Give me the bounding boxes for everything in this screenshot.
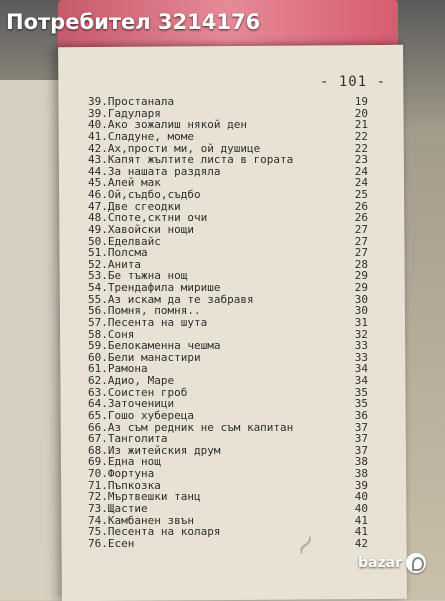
toc-row (88, 375, 378, 387)
toc-row (88, 410, 378, 422)
toc-title: 58.Соня (88, 327, 135, 341)
toc-page-number: 22 (354, 141, 368, 155)
toc-title: 65.Гошо хубереца (88, 408, 194, 422)
toc-title: 45.Алей мак (88, 176, 161, 190)
toc-title: 40.Ако зожалиш някой ден (88, 118, 247, 132)
toc-page-number: 24 (354, 164, 368, 178)
toc-page-number: 29 (354, 281, 368, 294)
toc-title: 42.Ах,прости ми, ой душице (88, 141, 261, 155)
toc-page-number: 31 (354, 315, 368, 329)
toc-page-number: 28 (354, 257, 368, 271)
pencil-mark: ~ (283, 524, 328, 566)
toc-title: 64.Заточеници (88, 397, 175, 411)
watermark: Потребител 3214176 (6, 10, 261, 34)
toc-page-number: 41 (354, 513, 368, 527)
toc-title: 60.Бели манастири (88, 350, 201, 364)
toc-page-number: 37 (354, 420, 368, 434)
toc-row (88, 433, 378, 445)
toc-page-number: 24 (354, 176, 368, 190)
toc-page-number: 38 (354, 455, 368, 469)
page-number: - 101 - (320, 74, 387, 90)
toc-page-number: 36 (354, 408, 368, 422)
toc-page-number: 22 (354, 129, 368, 143)
toc-row (88, 340, 378, 352)
toc-page-number: 37 (354, 432, 368, 446)
toc-title: 74.Камбанен звън (88, 513, 194, 527)
toc-page-number: 23 (354, 153, 368, 167)
toc-page-number: 41 (354, 525, 368, 539)
toc-page-number: 30 (354, 304, 368, 318)
toc-page-number: 26 (354, 211, 368, 225)
toc-title: 73.Щастие (88, 501, 148, 515)
logo-mark-icon (406, 553, 426, 573)
toc-title: 54.Трендафила мирише (88, 281, 221, 294)
toc-page-number: 38 (354, 467, 368, 480)
toc-row (88, 96, 378, 108)
toc-page-number: 33 (354, 350, 368, 364)
toc-title: 43.Капят жълтите листа в гората (88, 153, 294, 167)
toc-title: 70.Фортуна (88, 467, 155, 480)
toc-title: 69.Една нощ (88, 455, 161, 469)
toc-title: 71.Пъпкозка (88, 478, 161, 492)
toc-title: 55.Аз искам да те забравя (88, 292, 254, 306)
toc-row (88, 131, 378, 143)
toc-page-number: 21 (354, 118, 368, 132)
toc-page-number: 26 (354, 199, 368, 213)
toc-page-number: 27 (354, 222, 368, 236)
toc-title: 57.Песента на шута (88, 315, 208, 329)
left-page-edge (0, 80, 64, 600)
toc-row (88, 317, 378, 329)
toc-row (88, 468, 378, 480)
toc-title: 50.Еделвайс (88, 234, 161, 248)
toc-row (88, 154, 378, 166)
toc-title: 62.Адио, Маре (88, 374, 175, 387)
toc-title: 66.Аз съм редник не съм капитан (88, 420, 294, 434)
toc-page-number: 32 (354, 327, 368, 341)
toc-page-number: 20 (354, 106, 368, 120)
toc-row (88, 282, 378, 294)
toc-row (88, 189, 378, 201)
toc-page-number: 30 (354, 292, 368, 306)
toc-row (88, 247, 378, 259)
logo-text: bazar (358, 555, 402, 571)
toc-page-number: 29 (354, 269, 368, 283)
toc-page-number: 34 (354, 362, 368, 376)
toc-page-number: 42 (354, 536, 368, 550)
toc-title: 76.Есен (88, 536, 135, 550)
toc-page-number: 39 (354, 478, 368, 492)
toc-row (88, 503, 378, 515)
toc-title: 53.Бе тъжна нощ (88, 269, 188, 283)
toc-title: 49.Хавойски нощи (88, 222, 194, 236)
toc-page-number: 19 (354, 95, 368, 108)
toc-title: 68.Из житейския друм (88, 443, 221, 457)
toc-title: 63.Соистен гроб (88, 385, 188, 399)
toc-title: 75.Песента на коларя (88, 525, 221, 539)
toc-title: 39.Гадуларя (88, 106, 161, 120)
toc-page-number: 27 (354, 246, 368, 260)
toc-page-number: 35 (354, 397, 368, 411)
toc-title: 47.Две сгеодки (88, 199, 181, 213)
toc-title: 72.Мъртвешки танц (88, 490, 201, 504)
toc-title: 48.Споте,сктни очи (88, 211, 208, 225)
toc-title: 56.Помня, помня.. (88, 304, 201, 318)
toc-page-number: 40 (354, 501, 368, 515)
toc-title: 52.Анита (88, 257, 141, 271)
toc-page-number: 37 (354, 443, 368, 457)
toc-page-number: 40 (354, 490, 368, 504)
bazar-logo (358, 553, 426, 573)
toc-page-number: 27 (354, 234, 368, 248)
table-of-contents (88, 96, 378, 549)
toc-title: 39.Простанала (88, 95, 175, 108)
toc-title: 61.Рамона (88, 362, 148, 376)
toc-row (88, 224, 378, 236)
toc-title: 44.За нашата раздяла (88, 164, 221, 178)
toc-page-number: 25 (354, 188, 368, 201)
toc-page-number: 35 (354, 385, 368, 399)
toc-title: 41.Сладуне, моме (88, 129, 194, 143)
toc-title: 46.Ой,съдбо,съдбо (88, 188, 201, 201)
toc-title: 59.Белокаменна чешма (88, 339, 221, 353)
toc-page-number: 34 (354, 374, 368, 387)
toc-title: 67.Танголита (88, 432, 168, 446)
toc-title: 51.Полсма (88, 246, 148, 260)
toc-page-number: 33 (354, 339, 368, 353)
